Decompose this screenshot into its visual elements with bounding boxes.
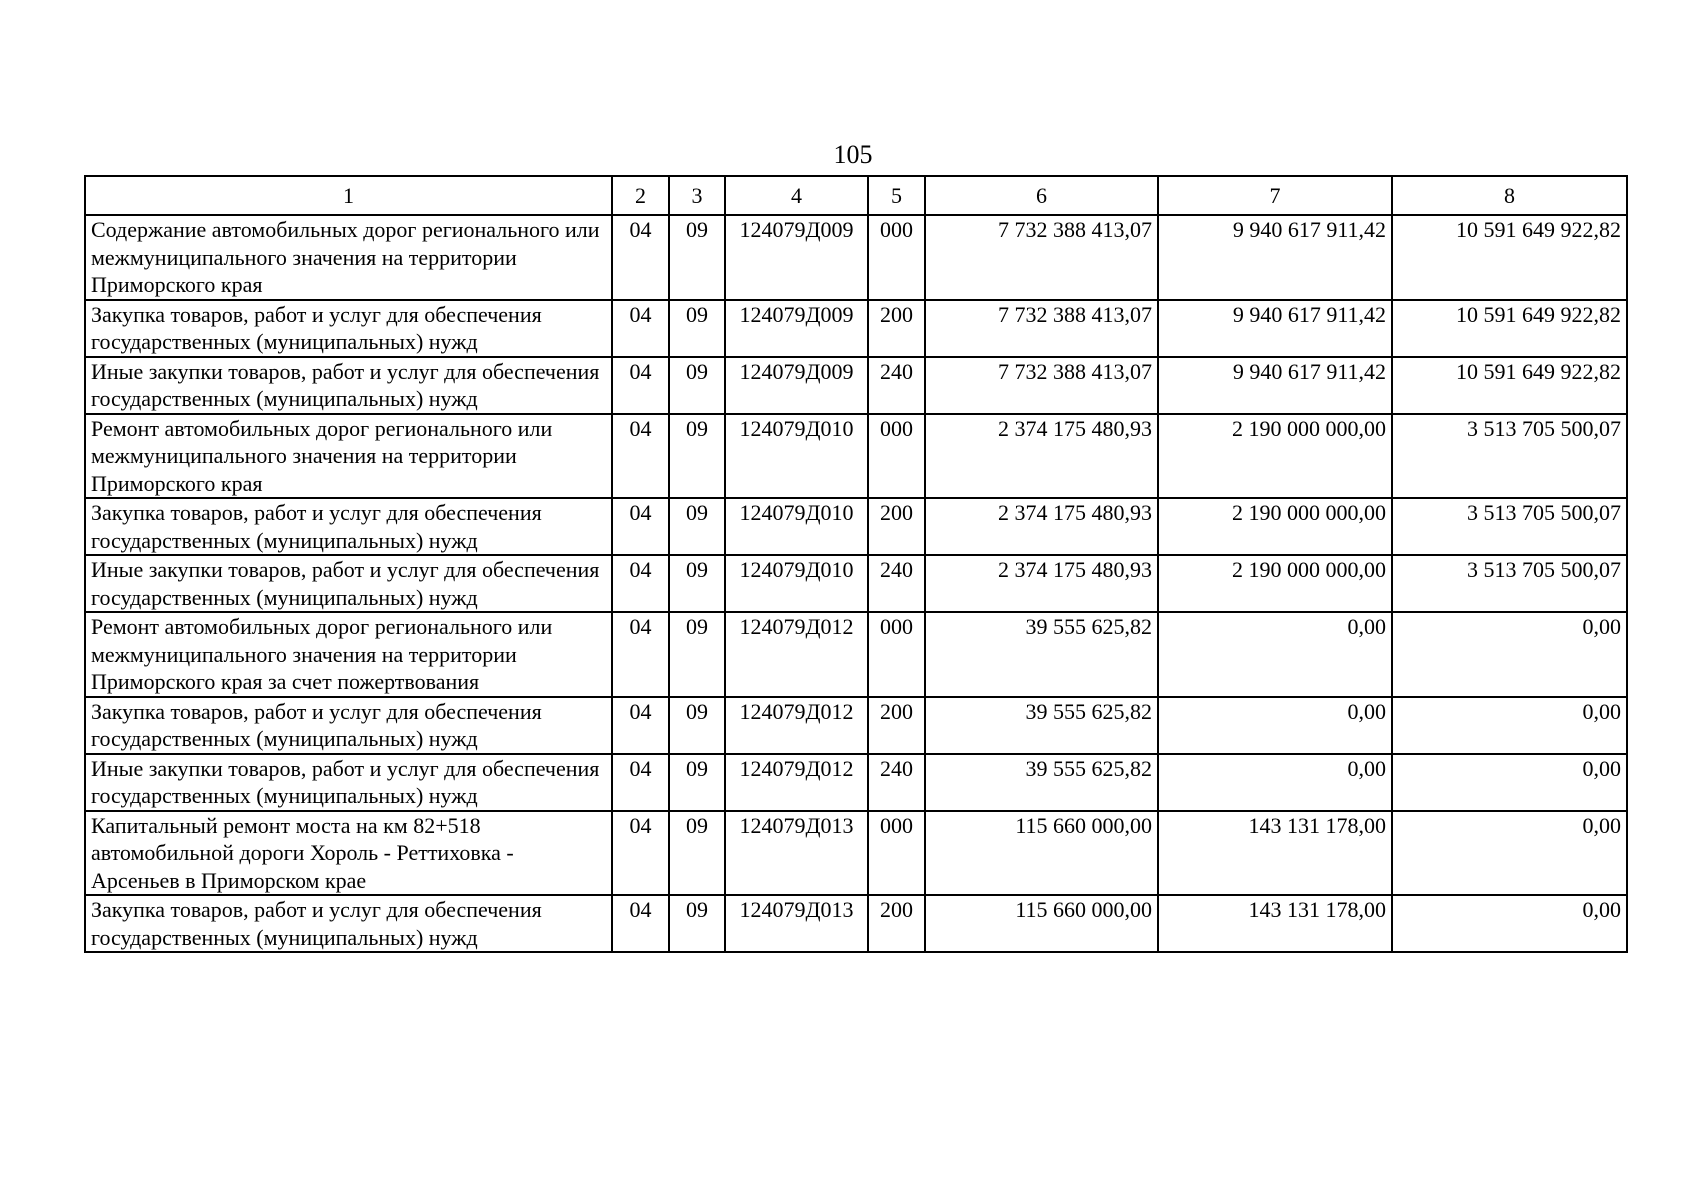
row-subsection-code: 09 — [669, 357, 725, 414]
row-amount-col8: 10 591 649 922,82 — [1392, 215, 1627, 300]
table-row — [85, 215, 1627, 300]
row-expense-type-code: 200 — [868, 895, 925, 952]
row-amount-col7: 0,00 — [1158, 612, 1392, 697]
row-amount-col6: 2 374 175 480,93 — [925, 555, 1158, 612]
row-expense-type-code: 000 — [868, 215, 925, 300]
row-expense-type-code: 000 — [868, 414, 925, 499]
row-amount-col7: 2 190 000 000,00 — [1158, 414, 1392, 499]
row-amount-col7: 9 940 617 911,42 — [1158, 357, 1392, 414]
row-name: Ремонт автомобильных дорог регионального или межмуниципального значения на территории Приморского края за счет пожертвования — [85, 612, 612, 697]
row-name: Иные закупки товаров, работ и услуг для обеспечения государственных (муниципальных) нужд — [85, 754, 612, 811]
row-subsection-code: 09 — [669, 612, 725, 697]
row-subsection-code: 09 — [669, 697, 725, 754]
row-target-code: 124079Д013 — [725, 895, 868, 952]
row-name: Закупка товаров, работ и услуг для обеспечения государственных (муниципальных) нужд — [85, 895, 612, 952]
table-row — [85, 697, 1627, 754]
row-expense-type-code: 240 — [868, 555, 925, 612]
row-section-code: 04 — [612, 612, 669, 697]
column-header: 8 — [1392, 176, 1627, 215]
row-amount-col7: 2 190 000 000,00 — [1158, 555, 1392, 612]
row-amount-col7: 143 131 178,00 — [1158, 895, 1392, 952]
row-amount-col6: 115 660 000,00 — [925, 811, 1158, 896]
table-row — [85, 357, 1627, 414]
row-amount-col8: 0,00 — [1392, 754, 1627, 811]
header-row — [85, 176, 1627, 215]
row-amount-col7: 0,00 — [1158, 754, 1392, 811]
row-target-code: 124079Д012 — [725, 612, 868, 697]
column-header: 2 — [612, 176, 669, 215]
row-target-code: 124079Д010 — [725, 414, 868, 499]
table-row — [85, 754, 1627, 811]
row-section-code: 04 — [612, 215, 669, 300]
row-amount-col7: 9 940 617 911,42 — [1158, 215, 1392, 300]
row-amount-col6: 7 732 388 413,07 — [925, 300, 1158, 357]
row-subsection-code: 09 — [669, 498, 725, 555]
row-target-code: 124079Д012 — [725, 754, 868, 811]
row-expense-type-code: 200 — [868, 498, 925, 555]
row-expense-type-code: 240 — [868, 357, 925, 414]
row-section-code: 04 — [612, 357, 669, 414]
row-target-code: 124079Д013 — [725, 811, 868, 896]
table-row — [85, 612, 1627, 697]
row-target-code: 124079Д010 — [725, 498, 868, 555]
row-subsection-code: 09 — [669, 811, 725, 896]
row-name: Ремонт автомобильных дорог регионального или межмуниципального значения на территории Приморского края — [85, 414, 612, 499]
row-name: Содержание автомобильных дорог регионального или межмуниципального значения на территории Приморского края — [85, 215, 612, 300]
table-row — [85, 414, 1627, 499]
row-name: Закупка товаров, работ и услуг для обеспечения государственных (муниципальных) нужд — [85, 498, 612, 555]
row-section-code: 04 — [612, 811, 669, 896]
table-row — [85, 555, 1627, 612]
row-expense-type-code: 000 — [868, 811, 925, 896]
column-header: 3 — [669, 176, 725, 215]
row-amount-col8: 0,00 — [1392, 612, 1627, 697]
row-amount-col8: 3 513 705 500,07 — [1392, 414, 1627, 499]
row-section-code: 04 — [612, 895, 669, 952]
row-expense-type-code: 200 — [868, 697, 925, 754]
column-header: 4 — [725, 176, 868, 215]
row-amount-col6: 39 555 625,82 — [925, 612, 1158, 697]
row-name: Закупка товаров, работ и услуг для обеспечения государственных (муниципальных) нужд — [85, 300, 612, 357]
row-amount-col7: 9 940 617 911,42 — [1158, 300, 1392, 357]
row-amount-col6: 7 732 388 413,07 — [925, 357, 1158, 414]
table-row — [85, 895, 1627, 952]
row-name: Капитальный ремонт моста на км 82+518 автомобильной дороги Хороль - Реттиховка - Арсеньев в Приморском крае — [85, 811, 612, 896]
row-amount-col6: 115 660 000,00 — [925, 895, 1158, 952]
table-row — [85, 498, 1627, 555]
row-section-code: 04 — [612, 300, 669, 357]
row-amount-col6: 39 555 625,82 — [925, 697, 1158, 754]
row-name: Иные закупки товаров, работ и услуг для обеспечения государственных (муниципальных) нужд — [85, 555, 612, 612]
row-amount-col7: 2 190 000 000,00 — [1158, 498, 1392, 555]
row-subsection-code: 09 — [669, 300, 725, 357]
row-amount-col8: 0,00 — [1392, 895, 1627, 952]
row-section-code: 04 — [612, 697, 669, 754]
column-header: 1 — [85, 176, 612, 215]
row-amount-col6: 39 555 625,82 — [925, 754, 1158, 811]
row-amount-col6: 2 374 175 480,93 — [925, 498, 1158, 555]
row-expense-type-code: 000 — [868, 612, 925, 697]
row-target-code: 124079Д010 — [725, 555, 868, 612]
row-amount-col8: 3 513 705 500,07 — [1392, 498, 1627, 555]
row-subsection-code: 09 — [669, 414, 725, 499]
row-amount-col7: 143 131 178,00 — [1158, 811, 1392, 896]
table-row — [85, 811, 1627, 896]
row-subsection-code: 09 — [669, 754, 725, 811]
row-subsection-code: 09 — [669, 555, 725, 612]
column-header: 7 — [1158, 176, 1392, 215]
row-name: Иные закупки товаров, работ и услуг для обеспечения государственных (муниципальных) нужд — [85, 357, 612, 414]
row-target-code: 124079Д009 — [725, 300, 868, 357]
row-subsection-code: 09 — [669, 895, 725, 952]
row-amount-col8: 10 591 649 922,82 — [1392, 300, 1627, 357]
row-name: Закупка товаров, работ и услуг для обеспечения государственных (муниципальных) нужд — [85, 697, 612, 754]
row-amount-col8: 0,00 — [1392, 697, 1627, 754]
row-target-code: 124079Д009 — [725, 215, 868, 300]
row-subsection-code: 09 — [669, 215, 725, 300]
row-amount-col6: 7 732 388 413,07 — [925, 215, 1158, 300]
row-section-code: 04 — [612, 754, 669, 811]
row-section-code: 04 — [612, 555, 669, 612]
row-section-code: 04 — [612, 498, 669, 555]
column-header: 6 — [925, 176, 1158, 215]
row-amount-col8: 3 513 705 500,07 — [1392, 555, 1627, 612]
page-number: 105 — [833, 140, 873, 169]
row-amount-col8: 10 591 649 922,82 — [1392, 357, 1627, 414]
table-row — [85, 300, 1627, 357]
column-header: 5 — [868, 176, 925, 215]
row-section-code: 04 — [612, 414, 669, 499]
row-amount-col6: 2 374 175 480,93 — [925, 414, 1158, 499]
row-amount-col8: 0,00 — [1392, 811, 1627, 896]
row-expense-type-code: 200 — [868, 300, 925, 357]
budget-table — [84, 175, 1628, 953]
row-target-code: 124079Д012 — [725, 697, 868, 754]
row-amount-col7: 0,00 — [1158, 697, 1392, 754]
row-expense-type-code: 240 — [868, 754, 925, 811]
row-target-code: 124079Д009 — [725, 357, 868, 414]
